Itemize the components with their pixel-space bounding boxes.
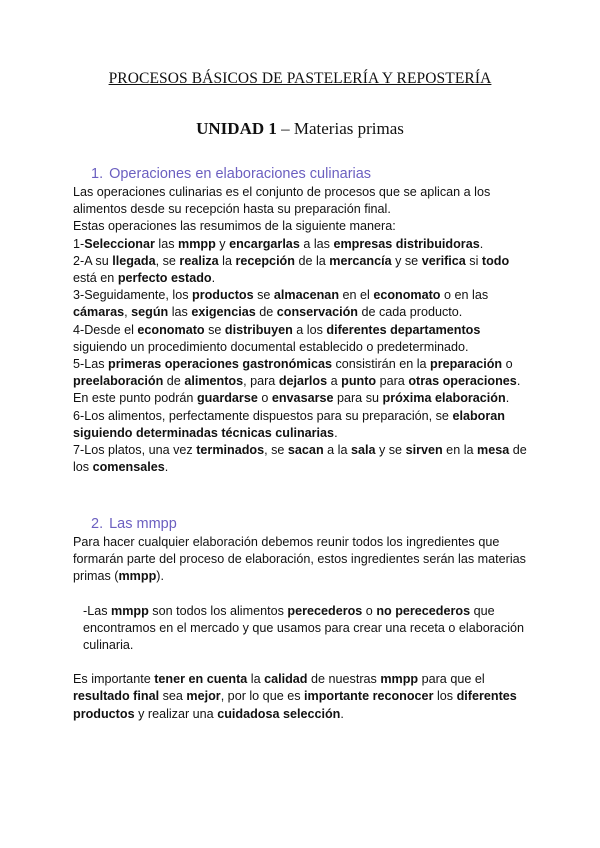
bold-text: preparación [430,357,503,372]
section1-paragraph-7 [73,356,533,408]
bold-text: diferentes productos [73,689,517,721]
text-run: en la [442,443,477,458]
text-run: las [154,236,179,251]
bold-text: tener en cuenta [154,672,248,687]
section1-paragraph-3 [73,236,533,253]
text-run: ). [156,569,164,584]
text-run: en el [339,288,374,303]
text-run: y realizar una [134,706,218,721]
text-run: . [211,271,216,286]
text-run: de la [294,253,330,268]
text-run: o [502,357,513,372]
text-run: si [465,253,482,268]
section-title-2: Las mmpp [109,516,177,532]
text-run: Las operaciones culinarias es el conjunto de procesos que se aplican a los alimentos desde su recepción hasta su preparación final. [73,185,491,217]
text-run: 2-A su [73,253,113,268]
text-run: sea [159,689,187,704]
text-run: . En este punto podrán [73,374,521,406]
section-body-2 [73,534,533,723]
bold-text: resultado final [73,689,160,704]
text-run: y se [391,253,422,268]
text-run: siguiendo un procedimiento documental establecido o predeterminado. [73,339,469,354]
text-run: que encontramos en el mercado y que usamos para crear una receta o elaboración culinaria. [83,603,525,653]
text-run: de nuestras [307,672,381,687]
bold-text: Seleccionar [84,236,155,251]
paragraph-spacer [73,654,533,671]
section-heading-1 [91,165,533,184]
text-run: para [376,374,409,389]
text-run: consistirán en la [332,357,431,372]
bold-text: verifica [421,253,466,268]
text-run: 1- [73,236,85,251]
bold-text: mercancía [329,253,392,268]
text-run: a las [299,236,334,251]
section-title-1: Operaciones en elaboraciones culinarias [109,166,372,182]
text-run: . [340,706,344,721]
section-number-1: 1. [91,166,104,182]
text-run: las [168,305,192,320]
bold-text: punto [341,374,377,389]
text-run: , por lo que es [220,689,304,704]
text-run: para que el [418,672,485,687]
text-run: o [362,603,377,618]
section2-paragraph-5 [73,671,533,723]
text-run: de [255,305,277,320]
bold-text: conservación [276,305,358,320]
bold-text: distribuyen [224,322,293,337]
bold-text: empresas distribuidoras [333,236,480,251]
bold-text: no perecederos [376,603,471,618]
bold-text: calidad [264,672,308,687]
unit-label: UNIDAD 1 [196,119,277,138]
section2-paragraph-1 [73,534,533,586]
section-heading-2 [91,515,533,534]
bold-text: comensales [92,460,165,475]
text-run: los [433,689,457,704]
text-run: a [327,374,342,389]
text-run: , para [243,374,279,389]
bold-text: preelaboración [73,374,164,389]
bold-text: sirven [405,443,443,458]
text-run: para su [333,391,383,406]
bold-text: envasarse [271,391,334,406]
text-run: , se [264,443,288,458]
paragraph-spacer [73,586,533,603]
bold-text: exigencias [191,305,256,320]
section1-paragraph-1 [73,184,533,218]
bold-text: sala [350,443,376,458]
text-run: o [257,391,272,406]
bold-text: almacenan [273,288,340,303]
bold-text: mejor [186,689,221,704]
section-operaciones [73,165,533,476]
section1-paragraph-8 [73,408,533,442]
bold-text: alimentos [184,374,244,389]
bold-text: elaboran siguiendo determinadas técnicas culinarias [73,408,505,440]
bold-text: productos [192,288,254,303]
text-run: son todos los alimentos [148,603,288,618]
bold-text: perecederos [287,603,363,618]
bold-text: realiza [179,253,219,268]
text-run: se [253,288,274,303]
bold-text: dejarlos [278,374,328,389]
bold-text: economato [373,288,441,303]
bold-text: terminados [196,443,265,458]
text-run: a los [292,322,327,337]
unit-title [0,119,600,139]
text-run: 4-Desde el [73,322,138,337]
section1-paragraph-6 [73,322,533,356]
text-run: Estas operaciones las resumimos de la siguiente manera: [73,219,396,234]
bold-text: guardarse [196,391,258,406]
bold-text: otras operaciones [408,374,517,389]
text-run: la [247,672,265,687]
bold-text: cuidadosa selección [217,706,341,721]
document-title: PROCESOS BÁSICOS DE PASTELERÍA Y REPOSTERÍA [108,70,492,87]
text-run: Es importante [73,672,155,687]
bold-text: mmpp [380,672,419,687]
bold-text: mmpp [111,603,149,618]
section1-paragraph-9 [73,442,533,476]
text-run: de los [73,443,527,475]
text-run: 7-Los platos, una vez [73,443,197,458]
section1-paragraph-4 [73,253,533,287]
bold-text: primeras operaciones gastronómicas [108,357,332,372]
text-run: . [164,460,169,475]
text-run: y se [375,443,406,458]
section-mmpp [73,515,533,723]
text-run: . [505,391,510,406]
text-run: , se [155,253,180,268]
text-run: . [334,425,338,440]
section1-paragraph-2 [73,218,533,235]
bold-text: sacan [287,443,324,458]
text-run: 6-Los alimentos, perfectamente dispuestos para su preparación, se [73,408,453,423]
text-run: a la [323,443,351,458]
bold-text: próxima elaboración [382,391,506,406]
text-run: de cada producto. [357,305,463,320]
bold-text: encargarlas [229,236,300,251]
text-run: y [215,236,230,251]
unit-subtitle: – Materias primas [276,119,404,138]
text-run: -Las [83,603,111,618]
text-run: , [124,305,132,320]
bold-text: según [131,305,169,320]
text-run: . [479,236,484,251]
bold-text: mesa [477,443,510,458]
bold-text: llegada [112,253,156,268]
section2-paragraph-3 [73,603,533,655]
section-body-1 [73,184,533,476]
text-run: la [218,253,236,268]
bold-text: todo [481,253,510,268]
bold-text: cámaras [73,305,125,320]
text-run: de [163,374,185,389]
text-run: está en [73,271,118,286]
bold-text: mmpp [118,569,157,584]
bold-text: economato [137,322,205,337]
text-run: se [204,322,225,337]
bold-text: recepción [235,253,295,268]
bold-text: diferentes departamentos [326,322,481,337]
text-run: o en las [440,288,489,303]
text-run: 3-Seguidamente, los [73,288,193,303]
text-run: Para hacer cualquier elaboración debemos reunir todos los ingredientes que formarán parte del proceso de elaboración, estos ingredientes serán las materias primas ( [73,535,526,584]
section-number-2: 2. [91,516,104,532]
text-run: 5-Las [73,357,109,372]
bold-text: importante reconocer [304,689,434,704]
section1-paragraph-5 [73,287,533,321]
bold-text: mmpp [178,236,216,251]
bold-text: perfecto estado [117,271,212,286]
